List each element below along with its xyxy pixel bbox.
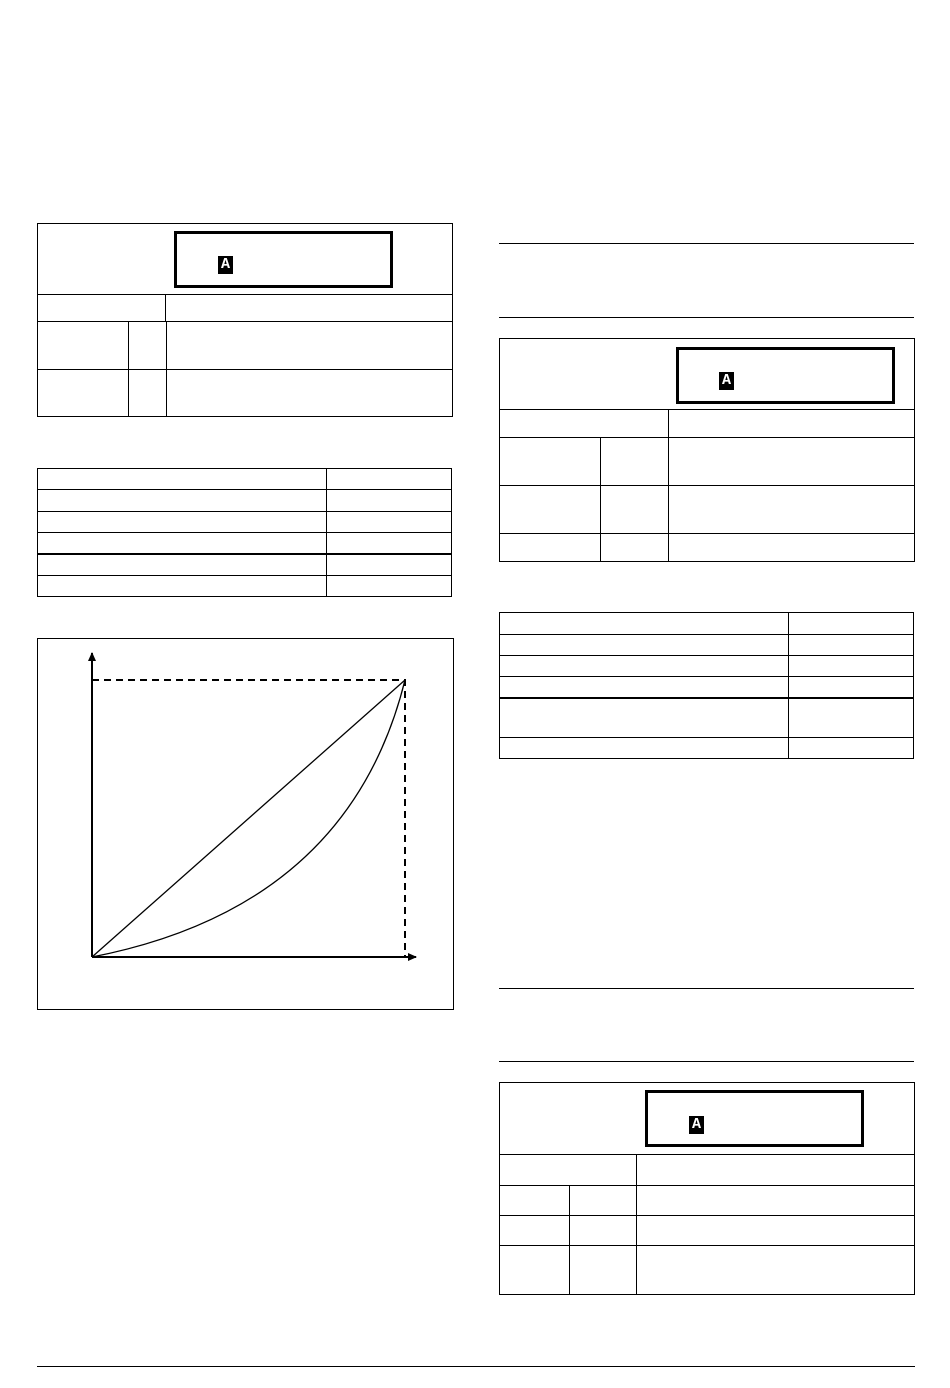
lcd-display bbox=[645, 1090, 864, 1147]
series-layer bbox=[92, 680, 405, 957]
display-mode-badge: A bbox=[218, 256, 233, 274]
axes bbox=[92, 653, 416, 957]
display-mode-badge: A bbox=[719, 372, 734, 390]
chart bbox=[38, 639, 453, 1009]
lcd-display bbox=[174, 231, 393, 288]
lcd-display bbox=[676, 347, 895, 404]
parameter-panel-1 bbox=[37, 223, 453, 417]
section-rule bbox=[499, 1061, 914, 1062]
value-table-1 bbox=[37, 468, 452, 597]
display-mode-badge: A bbox=[689, 1116, 704, 1134]
footer-rule bbox=[37, 1366, 915, 1367]
value-table-2 bbox=[499, 612, 914, 759]
response-curve-figure bbox=[37, 638, 454, 1010]
parameter-panel-2 bbox=[499, 338, 915, 562]
series-line-1 bbox=[92, 680, 405, 957]
section-rule bbox=[499, 317, 914, 318]
parameter-panel-3 bbox=[499, 1082, 915, 1295]
section-rule bbox=[499, 988, 914, 989]
section-rule bbox=[499, 243, 914, 244]
